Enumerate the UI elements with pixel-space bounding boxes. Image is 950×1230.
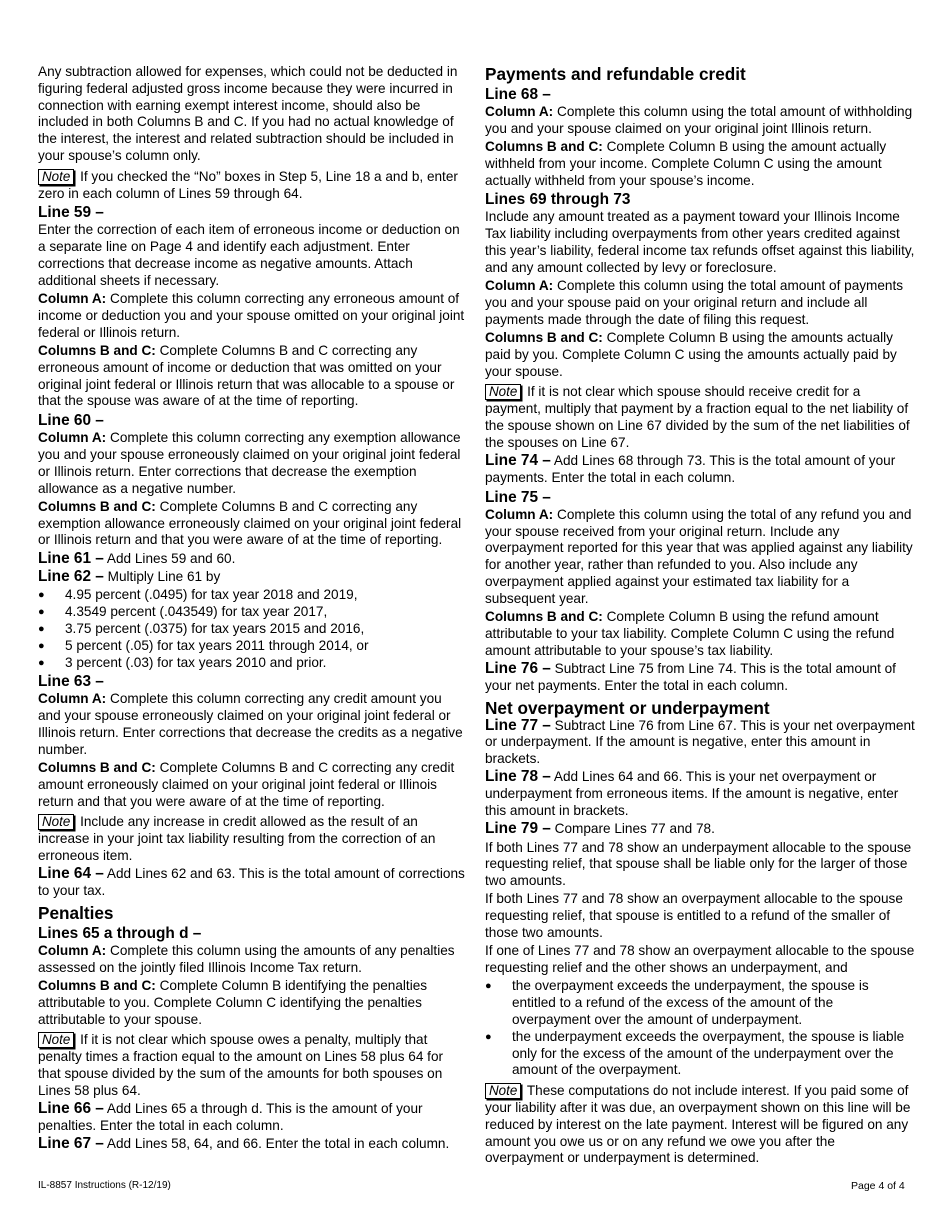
line-74: Line 74 – Add Lines 68 through 73. This is the total amount of your payments. Enter the total in each column. xyxy=(485,452,896,485)
note-credit: Note Include any increase in credit allowed as the result of an increase in your joint tax liability resulting from the correction of an erroneous item. xyxy=(38,814,436,863)
line-65-heading: Lines 65 a through d – xyxy=(38,924,202,942)
line-65-column-a: Column A: Complete this column using the amounts of any penalties assessed on the jointly filed Illinois Income Tax return. xyxy=(38,942,455,975)
line-60-column-a: Column A: Complete this column correcting any exemption allowance you and your spouse erroneously claimed on your original joint federal or Illinois return. Enter corrections that decrease the exemption allowance as a negative number. xyxy=(38,430,461,496)
line-60-columns-bc: Columns B and C: Complete Columns B and C correcting any exemption allowance erroneously claimed on your original joint federal or Illinois return and that you were aware of at the time of reporting. xyxy=(38,498,462,548)
line-68-heading: Line 68 – xyxy=(485,86,551,103)
form-id-footer: IL-8857 Instructions (R-12/19) xyxy=(38,1180,171,1191)
line-78: Line 78 – Add Lines 64 and 66. This is your net overpayment or underpayment from erroneous items. If the amount is negative, enter this amount in brackets. xyxy=(485,768,899,818)
line-66: Line 66 – Add Lines 65 a through d. This is the amount of your penalties. Enter the total in each column. xyxy=(38,1100,423,1133)
line-68-column-a: Column A: Complete this column using the total amount of withholding you and your spouse claimed on your original joint Illinois return. xyxy=(485,104,913,136)
payments-heading: Payments and refundable credit xyxy=(485,64,746,84)
line-63-column-a: Column A: Complete this column correcting any credit amount you and your spouse erroneously claimed on your original joint federal or Illinois return. Enter corrections that decrease the credits as a negative number. xyxy=(38,691,463,757)
list-item: ● the underpayment exceeds the overpayment, the spouse is liable only for the excess of the amount of the underpayment over the amount of the overpayment. xyxy=(485,1029,915,1079)
line-77: Line 77 – Subtract Line 76 from Line 67. This is your net overpayment or underpayment. If the amount is negative, enter this amount in brackets. xyxy=(485,716,915,767)
line-59-column-a: Column A: Complete this column correcting any erroneous amount of income or deduction you and your spouse omitted on your original joint federal or Illinois return. xyxy=(38,291,465,340)
list-item: ● 4.3549 percent (.043549) for tax year 2017, xyxy=(38,604,468,621)
left-column xyxy=(38,64,468,1154)
line-69-heading: Lines 69 through 73 xyxy=(485,191,631,209)
line-75-columns-bc: Columns B and C: Complete Column B using the refund amount attributable to your tax liability. Complete Column C using the refund amount attributable to your spouse’s tax liability. xyxy=(485,609,895,658)
note-label: Note xyxy=(485,1083,521,1099)
line-79-list xyxy=(485,978,915,1079)
list-item: ● 3.75 percent (.0375) for tax years 2015 and 2016, xyxy=(38,621,468,638)
list-item: ● 3 percent (.03) for tax years 2010 and prior. xyxy=(38,655,468,672)
line-59-heading: Line 59 – xyxy=(38,204,104,222)
line-69-columns-bc: Columns B and C: Complete Column B using the amounts actually paid by you. Complete Column C using the amounts actually paid by your spouse. xyxy=(485,330,897,379)
note-interest: Note These computations do not include interest. If you paid some of your liability after it was due, an overpayment shown on this line will be reduced by interest on the late payment. Interest will be figured on any amount you owe us or on any refund we owe you after the overpayment or underpayment is determined. xyxy=(485,1083,911,1166)
line-63-columns-bc: Columns B and C: Complete Columns B and C correcting any credit amount erroneously claimed on your original joint federal or Illinois return and that you were aware of at the time of reporting. xyxy=(38,759,455,809)
line-75-column-a: Column A: Complete this column using the total of any refund you and your spouse received from your original return. Include any overpayment reported for this year that was applied against any liability for another year, rather than refunded to you. Also include any overpayment applied against your estimated tax liability for a subsequent year. xyxy=(485,506,913,606)
right-column xyxy=(485,64,915,1169)
line-76: Line 76 – Subtract Line 75 from Line 74. This is the total amount of your net payments. Enter the total in each column. xyxy=(485,659,896,693)
line-68-columns-bc: Columns B and C: Complete Column B using the amount actually withheld from your income. Complete Column C using the amount actually withheld from your spouse’s income. xyxy=(485,139,887,188)
note-label: Note xyxy=(485,384,521,400)
line-79-paragraph-3: If one of Lines 77 and 78 show an overpayment allocable to the spouse requesting relief and the other shows an underpayment, and xyxy=(485,943,915,976)
line-79: Line 79 – Compare Lines 77 and 78. xyxy=(485,820,715,838)
line-59-text: Enter the correction of each item of erroneous income or deduction on a separate line on Page 4 and identify each adjustment. Enter corrections that decrease income as negative amounts. Attach additional sheets if necessary. xyxy=(38,222,460,288)
line-60-heading: Line 60 – xyxy=(38,412,104,430)
list-item: ● the overpayment exceeds the underpayment, the spouse is entitled to a refund of the excess of the amount of the overpayment over the amount of underpayment. xyxy=(485,978,915,1028)
line-75-heading: Line 75 – xyxy=(485,488,551,506)
line-63-heading: Line 63 – xyxy=(38,673,104,691)
note-penalty: Note If it is not clear which spouse owes a penalty, multiply that penalty times a fraction equal to the amount on Lines 58 plus 64 for that spouse divided by the sum of the amounts for both spouses on Lines 58 plus 64. xyxy=(38,1032,444,1098)
intro-paragraph: Any subtraction allowed for expenses, which could not be deducted in figuring federal adjusted gross income because they were incurred in connection with earning exempt interest income, should also be included in both Columns B and C. If you had no actual knowledge of the interest, the interest and related subtraction should be included in your spouse’s column only. xyxy=(38,64,458,163)
line-67: Line 67 – Add Lines 58, 64, and 66. Enter the total in each column. xyxy=(38,1135,450,1153)
penalties-heading: Penalties xyxy=(38,902,114,923)
list-item: ● 4.95 percent (.0495) for tax year 2018 and 2019, xyxy=(38,587,468,604)
line-69-text: Include any amount treated as a payment toward your Illinois Income Tax liability including overpayments from other years credited against this year’s liability, federal income tax refunds offset against this liability, and any amount collected by levy or foreclosure. xyxy=(485,209,915,275)
note-step5: Note If you checked the “No” boxes in Step 5, Line 18 a and b, enter zero in each column of Lines 59 through 64. xyxy=(38,168,458,201)
line-79-paragraph-1: If both Lines 77 and 78 show an underpayment allocable to the spouse requesting relief, that spouse shall be liable only for the larger of those two amounts. xyxy=(485,839,912,889)
note-payment: Note If it is not clear which spouse should receive credit for a payment, multiply that payment by a fraction equal to the net liability of the spouse shown on Line 67 divided by the sum of the net liabilities of the spouses on Line 67. xyxy=(485,384,910,450)
line-59-columns-bc: Columns B and C: Complete Columns B and C correcting any erroneous amount of income or deduction that was omitted on your original joint federal or Illinois return that was allocable to a spouse or that the spouse was aware of at the time of reporting. xyxy=(38,342,455,409)
line-64: Line 64 – Add Lines 62 and 63. This is the total amount of corrections to your tax. xyxy=(38,865,465,899)
note-label: Note xyxy=(38,814,74,830)
line-61: Line 61 – Add Lines 59 and 60. xyxy=(38,549,236,567)
note-label: Note xyxy=(38,1032,74,1048)
line-65-columns-bc: Columns B and C: Complete Column B identifying the penalties attributable to you. Complete Column C identifying the penalties attributable to your spouse. xyxy=(38,977,428,1027)
page-number: Page 4 of 4 xyxy=(851,1180,905,1192)
line-62-rates-list xyxy=(38,587,468,671)
list-item: ● 5 percent (.05) for tax years 2011 through 2014, or xyxy=(38,638,468,655)
line-69-column-a: Column A: Complete this column using the total amount of payments you and your spouse paid on your original return and include all payments made through the date of filing this request. xyxy=(485,278,904,327)
line-79-paragraph-2: If both Lines 77 and 78 show an overpayment allocable to the spouse requesting relief, that spouse is entitled to a refund of the smaller of those two amounts. xyxy=(485,891,903,941)
note-label: Note xyxy=(38,169,74,185)
line-62: Line 62 – Multiply Line 61 by xyxy=(38,568,221,586)
net-overpayment-heading: Net overpayment or underpayment xyxy=(485,697,770,718)
